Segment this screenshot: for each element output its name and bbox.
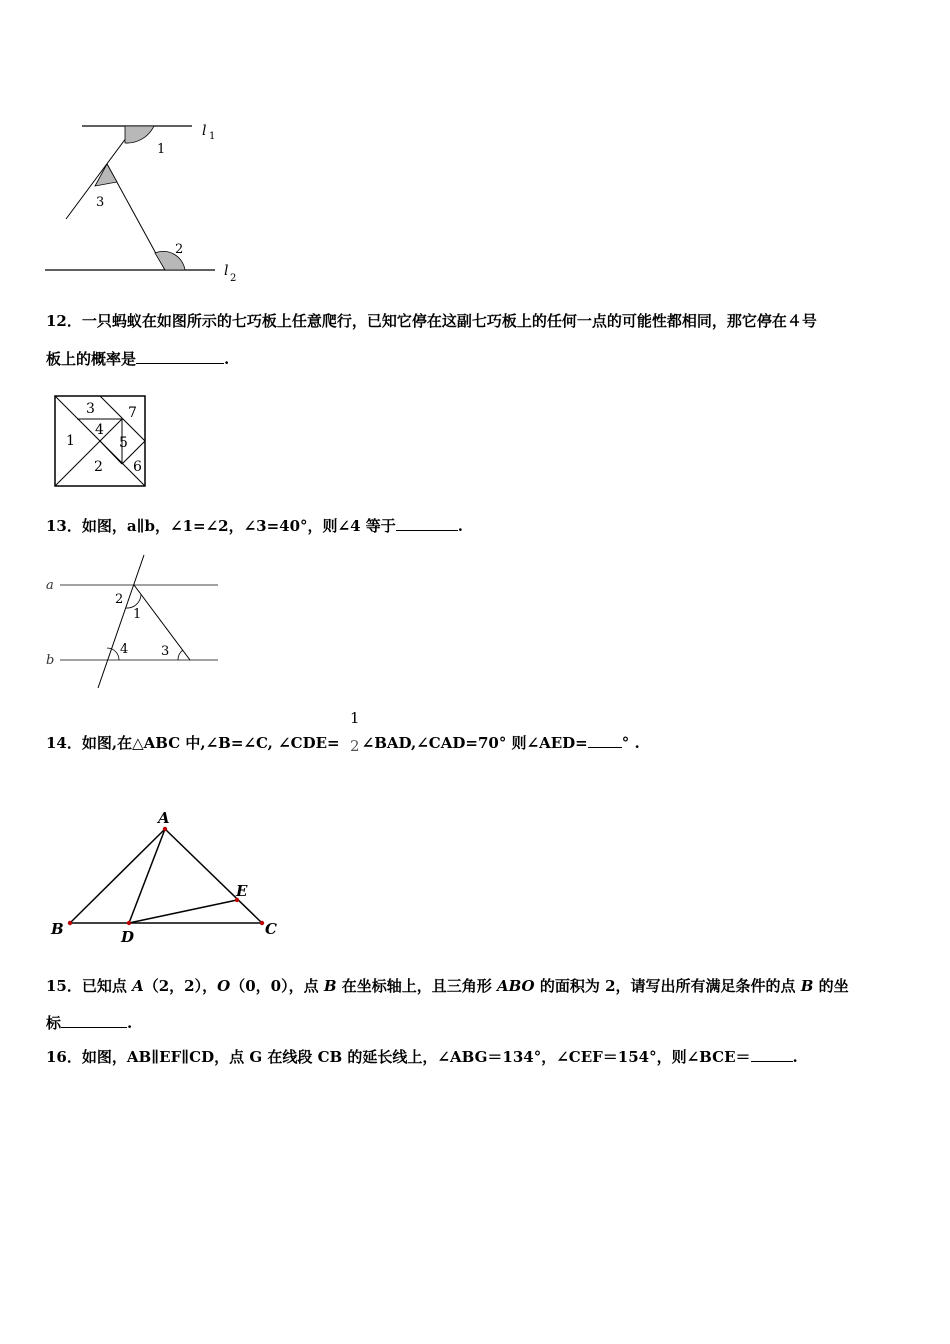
figure-parallel-lines-a-b [40,550,230,695]
tangram-piece-5: 5 [119,435,128,451]
q15-point-a: A [132,977,144,995]
question-12-line2 [46,349,229,369]
q15-text-e: 的面积为 2，请写出所有满足条件的点 [534,977,801,995]
question-12-end: . [224,350,230,368]
tangram-piece-1: 1 [66,433,75,449]
angle-label-1: 1 [133,607,142,622]
question-15-line1 [46,976,849,996]
question-15-end: . [127,1014,133,1032]
question-13 [46,516,463,536]
answer-blank-15[interactable] [61,1013,127,1028]
angle-label-1: 1 [157,142,166,157]
fraction-numerator: 1 [350,709,360,727]
question-16-text: 16．如图，AB∥EF∥CD，点 G 在线段 CB 的延长线上，∠ABG＝134°，∠CEF＝154°，则∠BCE＝ [46,1048,751,1066]
vertex-label-e: E [236,882,248,900]
label-l1-sub: 1 [209,131,216,142]
q15-text-a: 15．已知点 [46,977,133,995]
tangram-piece-4: 4 [95,422,104,438]
tangram-piece-3: 3 [86,401,95,417]
answer-blank-12[interactable] [136,349,224,364]
figure-triangle-abc [40,805,290,945]
vertex-label-b: B [51,920,64,938]
answer-blank-14[interactable] [588,733,622,748]
fraction-denominator: 2 [350,737,360,755]
label-l1: l [202,123,207,139]
tangram-piece-2: 2 [94,459,103,475]
line-label-a: a [46,578,54,593]
question-13-text: 13．如图，a∥b，∠1=∠2，∠3=40°，则∠4 等于 [46,517,396,535]
label-l2-sub: 2 [230,273,237,284]
vertex-label-d: D [121,928,135,945]
question-15-line2 [46,1013,132,1033]
figure-tangram [50,393,150,493]
label-l2: l [224,263,229,279]
q15-point-b-2: B [800,977,814,995]
line-label-b: b [46,653,55,668]
question-12-text: 板上的概率是 [46,350,137,368]
q15-text-f: 的坐 [813,977,849,995]
angle-label-4: 4 [120,642,129,657]
q15-point-o: O [217,977,231,995]
answer-blank-13[interactable] [396,516,458,531]
angle-label-3: 3 [96,195,105,210]
angle-label-2: 2 [175,242,184,257]
q15-text-c: （0，0），点 [230,977,324,995]
question-14-text-after: ∠BAD,∠CAD=70° 则∠AED= [361,734,588,752]
vertex-label-a: A [158,809,170,827]
vertex-label-c: C [265,920,277,938]
q15-text-d: 在坐标轴上，且三角形 [336,977,497,995]
answer-blank-16[interactable] [751,1047,793,1062]
angle-label-2: 2 [115,592,124,607]
question-14 [46,733,640,753]
question-12-line1: 12．一只蚂蚁在如图所示的七巧板上任意爬行，已知它停在这副七巧板上的任何一点的可能性都相同，那它停在４号 [46,312,817,330]
question-14-end: ° . [621,734,640,752]
q15-point-b: B [323,977,337,995]
question-14-text-before: 14．如图,在△ABC 中,∠B=∠C, ∠CDE= [46,734,340,752]
q15-triangle-abo: ABO [496,977,535,995]
figure-parallel-lines-l1-l2 [40,115,250,290]
tangram-piece-6: 6 [133,459,142,475]
angle-label-3: 3 [161,644,170,659]
question-13-end: . [457,517,464,535]
question-15-text-2: 标 [46,1014,62,1032]
question-16 [46,1047,798,1067]
question-16-end: . [792,1048,798,1066]
tangram-piece-7: 7 [128,405,137,421]
q15-text-b: （2，2）， [143,977,218,995]
